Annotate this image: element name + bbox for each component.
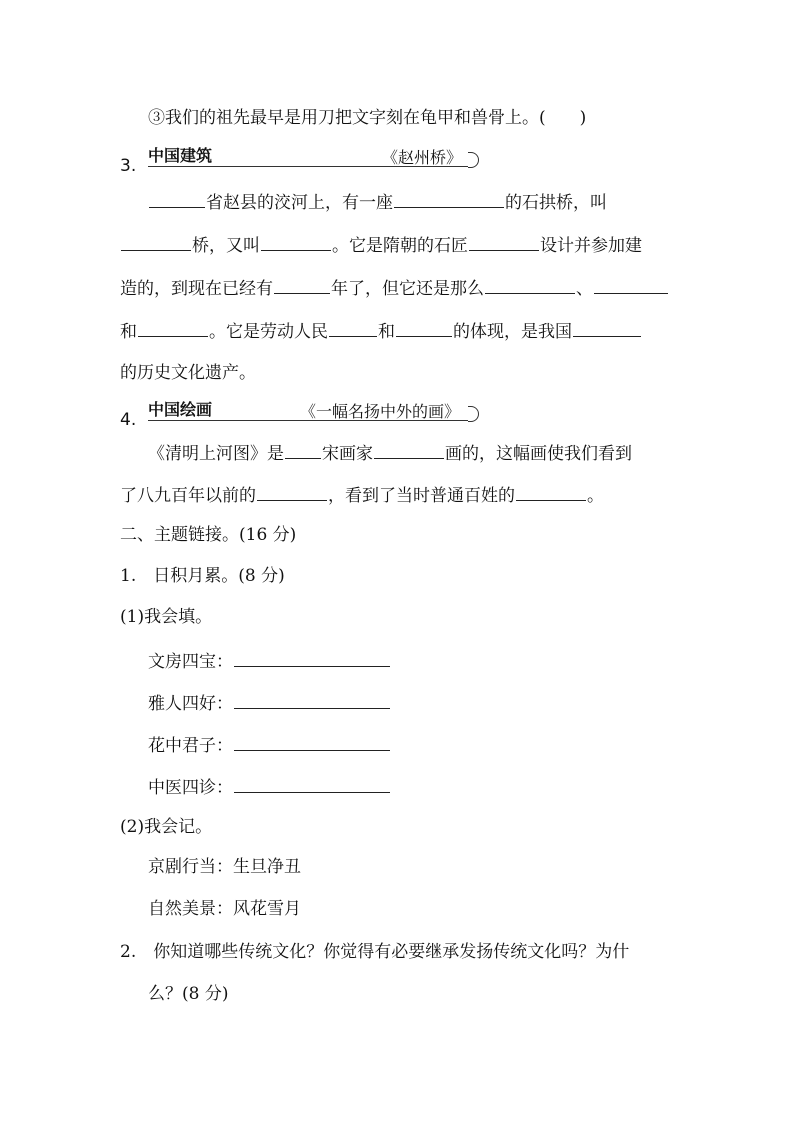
part-heading: 二、主题链接。(16 分) (120, 525, 297, 545)
fill-line: 造的，到现在已经有 年了，但它还是那么 、 (120, 275, 669, 301)
blank-field[interactable] (329, 318, 377, 337)
memo-item: 自然美景：风花雪月 (148, 899, 301, 919)
memo-item: 京剧行当：生旦净丑 (148, 857, 301, 877)
blank-field[interactable] (261, 232, 331, 251)
section-book-title: 《一幅名扬中外的画》 (300, 402, 461, 421)
question-1: 1. 日积月累。(8 分) (120, 566, 285, 586)
text-line: 的历史文化遗产。 (120, 363, 256, 383)
blank-field[interactable] (396, 318, 452, 337)
section-title: 中国绘画 (148, 400, 213, 419)
blank-field[interactable] (234, 648, 390, 667)
section-book-title: 《赵州桥》 (382, 148, 463, 167)
blank-field[interactable] (374, 440, 444, 459)
hook-decoration-icon (468, 152, 479, 168)
hook-decoration-icon (468, 406, 479, 422)
fill-item: 中医四诊： (148, 774, 391, 800)
blank-field[interactable] (394, 189, 504, 208)
blank-field[interactable] (274, 275, 330, 294)
fill-line: 《清明上河图》是 宋画家 画的，这幅画使我们看到 (148, 440, 632, 466)
fill-line: 桥，又叫 。它是隋朝的石匠 设计并参加建 (120, 232, 642, 258)
fill-line: 了八九百年以前的 ，看到了当时普通百姓的 。 (120, 482, 604, 508)
question-2: 2. 你知道哪些传统文化？你觉得有必要继承发扬传统文化吗？为什 (120, 942, 630, 962)
fill-item: 花中君子： (148, 732, 391, 758)
blank-field[interactable] (516, 482, 586, 501)
blank-field[interactable] (234, 732, 390, 751)
blank-field[interactable] (257, 482, 327, 501)
subquestion-1b: (2)我会记。 (120, 817, 213, 837)
fill-item: 文房四宝： (148, 648, 391, 674)
section-number: 3. (120, 156, 137, 176)
subquestion-1a: (1)我会填。 (120, 607, 213, 627)
blank-field[interactable] (285, 440, 321, 459)
blank-field[interactable] (149, 189, 205, 208)
question-item-3 (148, 106, 586, 130)
blank-field[interactable] (138, 318, 208, 337)
blank-field[interactable] (234, 690, 390, 709)
question-2-cont: 么？(8 分) (148, 984, 229, 1004)
fill-item: 雅人四好： (148, 690, 391, 716)
blank-field[interactable] (469, 232, 539, 251)
blank-field[interactable] (485, 275, 575, 294)
blank-field[interactable] (121, 232, 191, 251)
section-number: 4. (120, 410, 137, 430)
question-text: ③我们的祖先最早是用刀把文字刻在龟甲和兽骨上。( ) (148, 108, 587, 128)
section-title: 中国建筑 (148, 146, 213, 165)
blank-field[interactable] (573, 318, 641, 337)
fill-line: 和 。它是劳动人民 和 的体现，是我国 (120, 318, 642, 344)
fill-line: 省赵县的洨河上，有一座 的石拱桥，叫 (148, 189, 607, 215)
blank-field[interactable] (234, 774, 390, 793)
blank-field[interactable] (594, 275, 668, 294)
